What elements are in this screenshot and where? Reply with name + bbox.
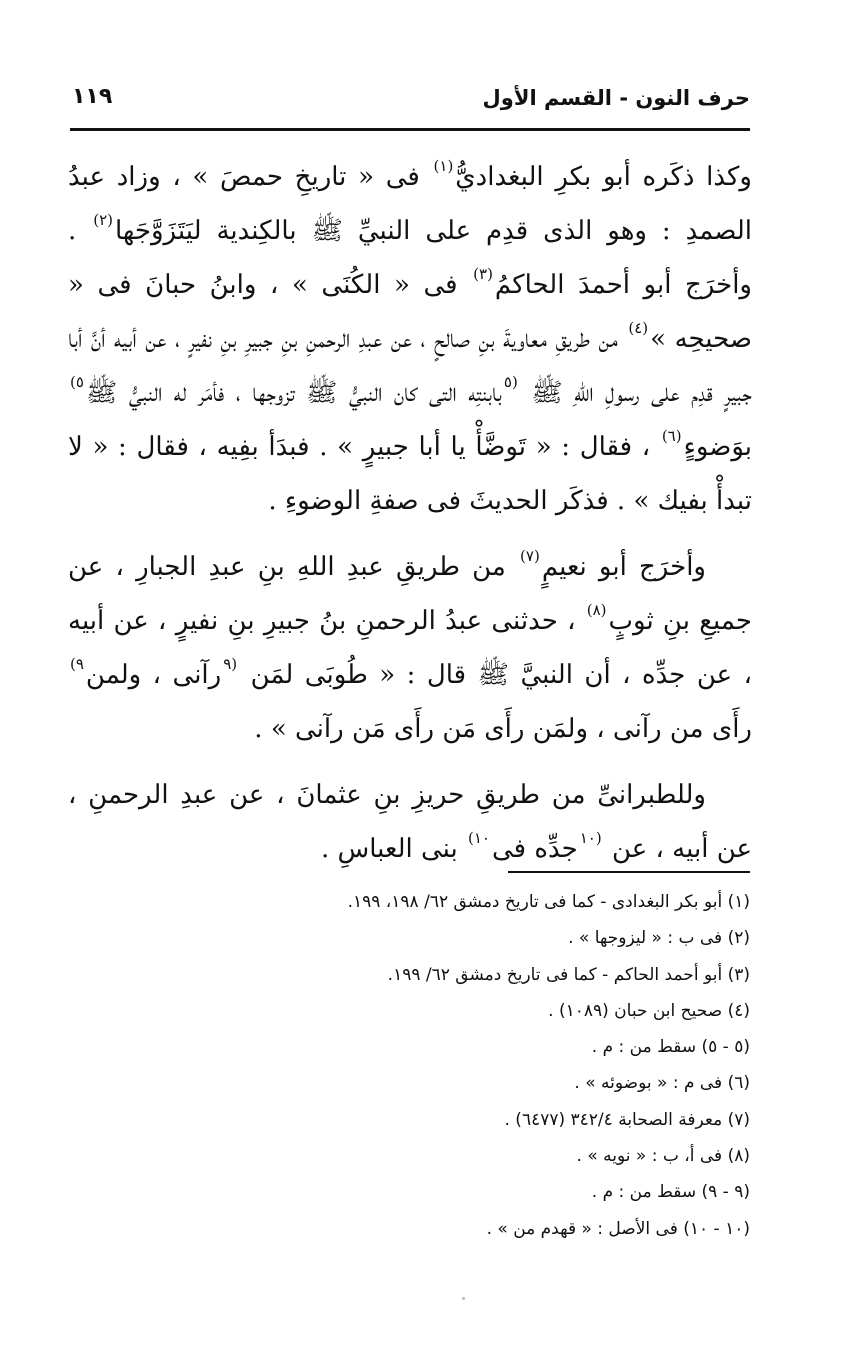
footnote-marker: (٦) — [661, 427, 682, 445]
footnote-marker: (٥ — [503, 373, 518, 391]
text-segment: بنى العباسِ . — [320, 834, 466, 864]
footnotes-list — [70, 884, 750, 1247]
footnote-divider — [508, 871, 750, 873]
paragraph — [68, 150, 752, 528]
main-text — [68, 150, 752, 876]
footnote: (٨) فى أ، ب : « نويه » . — [576, 1146, 750, 1167]
text-segment: بوَضوءٍ — [683, 432, 752, 462]
text-segment: جدِّه فى — [491, 834, 578, 864]
footnote-marker: ٥) — [70, 373, 84, 391]
text-segment: من طريقِ عبدِ اللهِ بنِ عبدِ الجبارِ ، عن جميعِ بنِ ثوبٍ — [68, 552, 752, 636]
text-segment: وأخرَج أبو نعيمٍ — [541, 552, 706, 582]
text-segment: ، فقال : « تَوضَّأْ يا أبا جبيرٍ » . فبدَأ بفِيه ، فقال : « لا تبدأْ بفيك » . فذكَر الحديثَ فى صفةِ الوضوءِ . — [68, 432, 752, 516]
text-segment: ، حدثنى عبدُ الرحمنِ بنُ جبيرِ بنِ نفيرٍ ، عن أبيه ، عن جدِّه ، أن النبيَّ ﷺ قال : « طُوبَى لمَن — [68, 606, 752, 690]
text-segment: بابنتِه التى كان النبيُّ ﷺ تزوجها ، فأمَر له النبيُّ ﷺ — [85, 378, 502, 408]
footnote: (١) أبو بكر البغدادى - كما فى تاريخ دمشق ٦٢/ ١٩٨، ١٩٩. — [347, 892, 750, 912]
footnote-marker: (٨) — [586, 601, 607, 619]
text-segment: فى « تاريخِ حمصَ » ، وزاد عبدُ الصمدِ : وهو الذى قدِم على النبيِّ ﷺ بالكِندية ليَتَزَوَّجَها — [68, 162, 752, 246]
text-segment: رأَى من رآنى ، ولمَن رأَى مَن رأَى مَن رآنى » . — [254, 714, 752, 744]
footnote-marker: (١٠ — [579, 829, 602, 847]
footnote: (٤) صحيح ابن حبان (١٠٨٩) . — [548, 1000, 750, 1021]
footnote: (١٠ - ١٠) فى الأصل : « قهدم من » . — [486, 1218, 750, 1239]
footnote-marker: (٩ — [223, 655, 238, 673]
text-segment: . وأخرَج أبو أحمدَ الحاكمُ — [68, 216, 752, 300]
footnote: (٣) أبو أحمد الحاكم - كما فى تاريخ دمشق ٦٢/ ١٩٩. — [387, 964, 750, 985]
running-header — [70, 82, 750, 126]
text-segment: فى « الكُنَى » ، وابنُ حبانَ فى « صحيحِه » — [68, 270, 752, 354]
paragraph — [68, 540, 752, 756]
footnote: (٧) معرفة الصحابة ٣٤٢/٤ (٦٤٧٧) . — [504, 1109, 750, 1130]
footnote: (٢) فى ب : « ليزوجها » . — [568, 928, 750, 949]
footnote-marker: ٩) — [70, 655, 84, 673]
footnote: (٥ - ٥) سقط من : م . — [591, 1037, 750, 1058]
footnote-marker: ١٠) — [468, 829, 490, 847]
header-divider — [70, 128, 750, 131]
page-number: ١١٩ — [72, 84, 113, 109]
footnote-marker: (٧) — [520, 547, 540, 565]
scan-speck — [462, 1297, 465, 1300]
footnote-marker: (٣) — [473, 265, 493, 283]
text-segment: من طريقِ معاويةَ بنِ صالحٍ ، عن عبدِ الرحمنِ بنِ جبيرِ بنِ نفيرٍ ، عن أبيه أنَّ أبا جبيرٍ قدِم على رسولِ اللهِ ﷺ — [68, 324, 752, 408]
footnote-marker: (٤) — [628, 319, 649, 337]
footnote: (٩ - ٩) سقط من : م . — [591, 1182, 750, 1203]
paragraph — [68, 768, 752, 876]
footnote-marker: (١) — [433, 157, 454, 175]
text-segment: وللطبرانىِّ من طريقِ حريزِ بنِ عثمانَ ، عن عبدِ الرحمنِ ، عن أبيه ، عن — [68, 780, 752, 864]
chapter-title: حرف النون - القسم الأول — [482, 86, 750, 110]
footnote: (٦) فى م : « بوضوئه » . — [574, 1073, 750, 1094]
text-segment: وكذا ذكَره أبو بكرِ البغداديُّ — [455, 162, 752, 192]
text-segment: رآنى ، ولمن — [85, 660, 222, 690]
footnote-marker: (٢) — [93, 211, 113, 229]
